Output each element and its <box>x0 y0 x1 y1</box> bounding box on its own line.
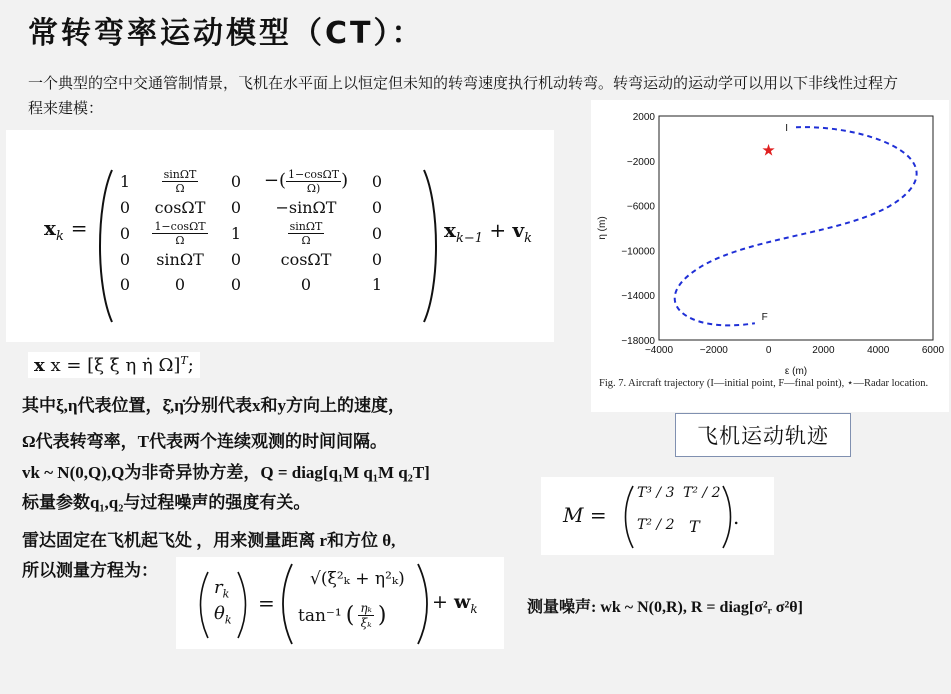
desc-line-2: Ω代表转弯率，T代表两个连续观测的时间间隔。 <box>22 432 387 451</box>
trajectory-plot <box>591 100 949 412</box>
matrix-cell-1-2: $\frac{\sin\Omega T}{\Omega}$ <box>163 168 197 195</box>
matrix-cell-1-3: 0 <box>230 172 242 191</box>
bearing-subscript: k <box>224 613 232 627</box>
matrix-cell-2-3: 0 <box>230 198 242 217</box>
x-tick-label: 6000 <box>921 345 945 356</box>
bearing-numerator: ηₖ <box>360 601 372 615</box>
measurement-noise-text: 测量噪声: wk ~ N(0,R), R = diag[σ²ᵣ σ²θ] <box>527 599 803 616</box>
state-rhs-subscript: k−1 <box>455 231 483 246</box>
matrix-cell-5-5: 1 <box>371 275 383 294</box>
matrix-cell-4-1: 0 <box>119 250 131 269</box>
matrix-cell-3-3: 1 <box>230 224 242 243</box>
matrix-cell-5-4: 0 <box>300 275 312 294</box>
y-tick-label: −2000 <box>626 156 655 168</box>
m-matrix-label: M <box>563 503 584 527</box>
matrix-cell-2-5: 0 <box>371 198 383 217</box>
y-tick-label: −6000 <box>626 201 655 213</box>
matrix-cell-1-5: 0 <box>371 172 383 191</box>
final-point-label: F <box>761 311 768 323</box>
state-transition-matrix <box>112 168 392 297</box>
y-axis-label: η (m) <box>597 216 608 240</box>
matrix-cell-3-1: 0 <box>119 224 131 243</box>
matrix-cell-3-4: $\frac{\sin\Omega T}{\Omega}$ <box>289 220 323 247</box>
matrix-cell-4-3: 0 <box>230 250 242 269</box>
matrix-cell-2-4: −sinΩT <box>275 198 337 217</box>
state-rhs: $x_{k-1} + v_k$ <box>444 218 532 246</box>
process-noise-subscript: k <box>524 231 532 246</box>
matrix-cell-4-2: sinΩT <box>156 250 204 269</box>
desc-line-4: 标量参数q₁,q₂与过程噪声的强度有关。 <box>22 493 311 512</box>
bearing-denominator: ξₖ <box>360 616 372 630</box>
page-title: 常转弯率运动模型（CT）： <box>28 16 425 51</box>
matrix-cell-4-5: 0 <box>371 250 383 269</box>
m-matrix-panel: M = T³ / 3 T² / 2 T² / 2 T . <box>541 477 774 555</box>
range-expression: √(ξ²ₖ + η²ₖ) <box>310 569 405 589</box>
m-cell-21: T² / 2 <box>637 517 675 533</box>
m-cell-22: T <box>689 517 700 536</box>
state-lhs-symbol: x <box>44 216 56 240</box>
figure-caption: Fig. 7. Aircraft trajectory (I—initial point, F—final point), ⋆—Radar location. <box>599 378 929 389</box>
matrix-cell-3-2: $\frac{1-\cos\Omega T}{\Omega}$ <box>154 220 206 247</box>
radar-line-1: 雷达固定在飞机起飞处 ，用来测量距离 r和方位 θ, <box>22 531 396 550</box>
state-rhs-symbol: x <box>444 218 456 242</box>
range-symbol: r <box>214 577 223 598</box>
meas-noise-subscript: k <box>470 601 478 616</box>
state-vector: x x = [ξ ξ̇ η η̇ Ω]$^T$; <box>28 352 200 378</box>
radar-location-star: ★ <box>761 140 776 160</box>
m-cell-12: T² / 2 <box>683 485 721 501</box>
matrix-cell-1-4: −( $\frac{1-\cos\Omega T}{\Omega)}$ ) <box>263 168 349 195</box>
x-tick-label: −4000 <box>644 345 674 356</box>
y-tick-label: −18000 <box>621 336 655 347</box>
x-tick-label: 0 <box>765 345 772 356</box>
process-noise-symbol: v <box>512 218 525 242</box>
y-tick-label: −14000 <box>621 291 655 303</box>
x-tick-label: −2000 <box>699 345 728 356</box>
trajectory-figure <box>591 100 949 412</box>
range-subscript: k <box>222 587 230 601</box>
bearing-expression: tan⁻¹ ( $\frac{\text{ηₖ}}{\text{ξₖ}}$ ) <box>298 601 387 630</box>
state-vector-text: x = [ξ ξ̇ η η̇ Ω] <box>50 355 181 376</box>
arctan-label: tan⁻¹ <box>298 605 342 626</box>
x-tick-label: 2000 <box>812 345 835 356</box>
initial-point-label: I <box>785 123 789 135</box>
matrix-cell-5-2: 0 <box>174 275 186 294</box>
plot-frame <box>659 116 933 340</box>
state-equation-panel <box>6 130 554 342</box>
matrix-cell-2-2: cosΩT <box>154 198 206 217</box>
matrix-cell-3-5: 0 <box>371 224 383 243</box>
bearing-symbol: θ <box>214 603 225 624</box>
meas-theta <box>214 603 232 627</box>
figure-title-box: 飞机运动轨迹 <box>675 413 851 457</box>
y-tick-label: 2000 <box>632 112 655 123</box>
desc-line-3: vk ~ N(0,Q),Q为非奇异协方差，Q = diag[q₁M q₁M q₂T] <box>22 463 430 482</box>
meas-r <box>214 577 229 601</box>
state-lhs-subscript: k <box>55 229 64 244</box>
meas-noise-term: + $w_k$ <box>432 591 478 616</box>
meas-noise-symbol: w <box>453 591 471 613</box>
state-vector-transpose: T <box>180 354 188 367</box>
desc-line-1: 其中ξ,η代表位置，ξ̇,η̇分别代表x和y方向上的速度， <box>22 396 405 415</box>
matrix-cell-1-1: 1 <box>119 172 131 191</box>
m-cell-11: T³ / 3 <box>637 485 675 501</box>
measurement-equation-panel: $r_k$ $\theta_k$ = √(ξ²ₖ + η²ₖ) tan⁻¹ ( $\frac{\text{ηₖ}}{\text{ξₖ}}$ ) + $w_k$ <box>176 557 504 649</box>
state-lhs: $x_k$ = <box>44 216 88 244</box>
x-axis-label: ε (m) <box>784 366 808 377</box>
x-tick-label: 4000 <box>867 345 890 356</box>
matrix-cell-4-4: cosΩT <box>280 250 332 269</box>
matrix-cell-5-1: 0 <box>119 275 131 294</box>
y-tick-label: −10000 <box>621 246 655 258</box>
state-vector-semicolon: ; <box>187 355 194 376</box>
intro-paragraph: 一个典型的空中交通管制情景，飞机在水平面上以恒定但未知的转弯速度执行机动转弯。转弯运动的运动学可以用以下非线性过程方程来建模： <box>28 74 899 117</box>
matrix-cell-2-1: 0 <box>119 198 131 217</box>
matrix-cell-5-3: 0 <box>230 275 242 294</box>
radar-line-2: 所以测量方程为： <box>22 561 158 580</box>
